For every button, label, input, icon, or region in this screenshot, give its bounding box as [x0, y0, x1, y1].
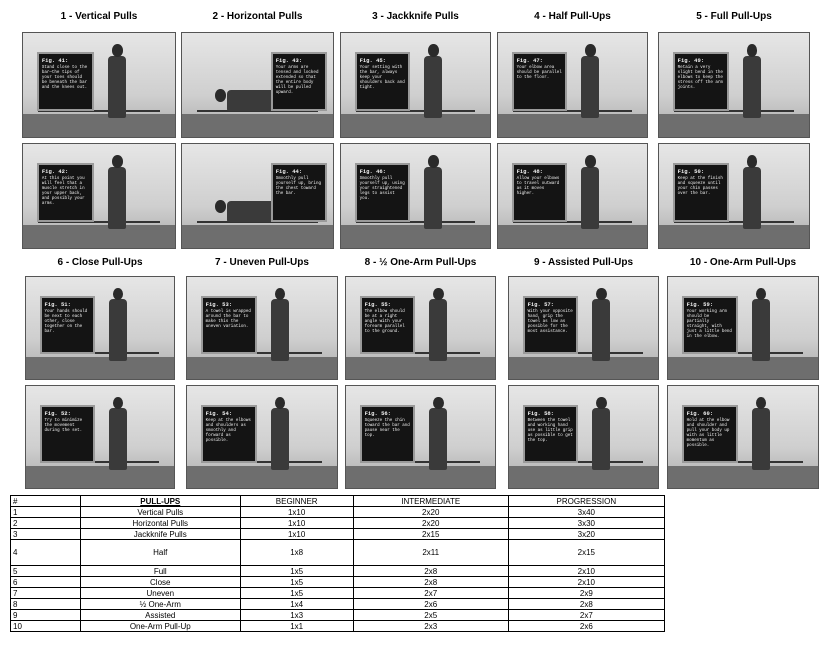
table-body	[11, 507, 665, 632]
progression-sets: 2x10	[508, 566, 664, 577]
row-number: 2	[11, 518, 81, 529]
photo-floor	[498, 225, 647, 248]
table-row	[11, 588, 665, 599]
photo-floor	[659, 114, 809, 137]
row-number: 4	[11, 540, 81, 566]
exercise-photo	[345, 276, 496, 380]
exercise-name: Horizontal Pulls	[81, 518, 241, 529]
exercise-name: Vertical Pulls	[81, 507, 241, 518]
figure-caption-text: Smoothly pull yourself up, using your straightened legs to assist you.	[359, 177, 405, 202]
figure-caption	[355, 52, 411, 111]
athlete-head	[433, 397, 443, 409]
exercise-photo	[22, 32, 176, 138]
beginner-sets: 1x5	[240, 566, 353, 577]
figure-number: Fig. 44:	[275, 168, 303, 176]
figure-number: Fig. 42:	[41, 168, 69, 176]
beginner-sets: 1x4	[240, 599, 353, 610]
figure-caption-text: Allow your elbows to travel outward as it moves higher.	[516, 177, 560, 197]
figure-caption	[523, 405, 579, 463]
figure-caption	[40, 296, 96, 354]
progression-sets: 3x30	[508, 518, 664, 529]
exercise-photo	[658, 143, 810, 249]
intermediate-sets: 2x8	[353, 577, 508, 588]
row-number: 1	[11, 507, 81, 518]
exercise-photo	[508, 276, 659, 380]
photo-floor	[341, 114, 490, 137]
figure-caption	[682, 296, 738, 354]
beginner-sets: 1x10	[240, 518, 353, 529]
figure-caption-text: Your arms are tensed and locked extended so that the entire body will be pulled upward.	[275, 66, 319, 96]
table-row	[11, 507, 665, 518]
step-title: 9 - Assisted Pull-Ups	[533, 257, 634, 268]
row-number: 10	[11, 621, 81, 632]
progression-sets: 2x6	[508, 621, 664, 632]
table-row	[11, 610, 665, 621]
table-row	[11, 577, 665, 588]
figure-caption-text: Between the towel and working hand use as little grip as possible to get the top.	[527, 418, 573, 443]
athlete-figure	[109, 408, 127, 469]
exercise-photo	[497, 143, 648, 249]
figure-number: Fig. 43:	[275, 57, 303, 65]
athlete-figure	[592, 299, 610, 360]
intermediate-sets: 2x11	[353, 540, 508, 566]
athlete-head	[428, 155, 438, 167]
figure-number: Fig. 50:	[677, 168, 705, 176]
figure-caption	[201, 296, 257, 354]
table-header-row	[11, 496, 665, 507]
athlete-head	[747, 155, 758, 167]
exercise-photo	[181, 143, 334, 249]
athlete-figure	[429, 299, 447, 360]
beginner-sets: 1x10	[240, 529, 353, 540]
progression-sets: 2x9	[508, 588, 664, 599]
column-header-pull-ups: PULL-UPS	[81, 496, 241, 507]
photo-floor	[346, 357, 495, 379]
figure-caption	[523, 296, 579, 354]
exercise-photo	[667, 385, 819, 489]
progression-sets: 2x8	[508, 599, 664, 610]
exercise-photo	[181, 32, 334, 138]
exercise-name: Uneven	[81, 588, 241, 599]
athlete-figure	[271, 408, 289, 469]
figure-number: Fig. 59:	[686, 300, 714, 308]
step-title: 4 - Half Pull-Ups	[534, 11, 611, 22]
figure-caption	[40, 405, 96, 463]
figure-number: Fig. 58:	[527, 409, 554, 417]
photo-floor	[187, 357, 337, 379]
beginner-sets: 1x5	[240, 577, 353, 588]
progression-sets: 2x7	[508, 610, 664, 621]
photo-floor	[23, 225, 175, 248]
column-header-intermediate: INTERMEDIATE	[353, 496, 508, 507]
figure-number: Fig. 60:	[686, 409, 714, 417]
figure-caption	[37, 163, 94, 222]
athlete-figure	[109, 299, 127, 360]
exercise-name: Jackknife Pulls	[81, 529, 241, 540]
progression-sets: 3x40	[508, 507, 664, 518]
figure-caption-text: Retain a very slight bend in the elbows to keep the stress off the arm joints.	[677, 66, 723, 91]
figure-caption-text: Smoothly pull yourself up, bring the chest toward the bar.	[275, 177, 321, 197]
figure-number: Fig. 41:	[41, 57, 69, 65]
column-header-progression: PROGRESSION	[508, 496, 664, 507]
table-row	[11, 529, 665, 540]
step-title: 6 - Close Pull-Ups	[57, 257, 143, 268]
figure-caption	[37, 52, 94, 111]
figure-caption-text: The elbow should be at a right angle with your forearm parallel to the ground.	[364, 309, 405, 334]
intermediate-sets: 2x20	[353, 518, 508, 529]
figure-number: Fig. 56:	[364, 409, 391, 417]
intermediate-sets: 2x8	[353, 566, 508, 577]
photo-floor	[341, 225, 490, 248]
table-row	[11, 518, 665, 529]
table-row	[11, 540, 665, 566]
athlete-head	[112, 155, 123, 167]
beginner-sets: 1x10	[240, 507, 353, 518]
photo-floor	[509, 466, 658, 488]
figure-caption-text: Squeeze the chin toward the bar and pause near the top.	[364, 418, 410, 438]
intermediate-sets: 2x15	[353, 529, 508, 540]
exercise-name: Half	[81, 540, 241, 566]
table-row	[11, 599, 665, 610]
figure-caption	[512, 163, 568, 222]
photo-floor	[26, 466, 174, 488]
photo-floor	[346, 466, 495, 488]
column-header-number: #	[11, 496, 81, 507]
athlete-head	[585, 44, 595, 56]
exercise-photo	[667, 276, 819, 380]
photo-floor	[668, 357, 818, 379]
figure-caption	[201, 405, 257, 463]
exercise-photo	[25, 276, 175, 380]
figure-caption	[271, 163, 328, 222]
exercise-name: ½ One-Arm	[81, 599, 241, 610]
figure-caption-text: Your hands should be next to each other, close together on the bar.	[44, 309, 88, 334]
figure-caption	[360, 296, 416, 354]
figure-number: Fig. 49:	[677, 57, 705, 65]
photo-floor	[659, 225, 809, 248]
figure-caption	[682, 405, 738, 463]
athlete-figure	[752, 299, 770, 360]
athlete-head	[585, 155, 595, 167]
column-header-beginner: BEGINNER	[240, 496, 353, 507]
figure-caption	[360, 405, 416, 463]
figure-number: Fig. 55:	[364, 300, 391, 308]
intermediate-sets: 2x20	[353, 507, 508, 518]
photo-floor	[26, 357, 174, 379]
exercise-photo	[345, 385, 496, 489]
routine-table	[10, 495, 665, 632]
figure-caption-text: Keep at the elbows and shoulders as smoothly and forward as possible.	[205, 418, 251, 443]
athlete-figure	[752, 408, 770, 469]
progression-sets: 2x15	[508, 540, 664, 566]
athlete-figure	[429, 408, 447, 469]
figure-number: Fig. 53:	[205, 300, 233, 308]
row-number: 8	[11, 599, 81, 610]
figure-caption-text: A towel is wrapped around the bar to make this the uneven variation.	[205, 309, 251, 329]
beginner-sets: 1x8	[240, 540, 353, 566]
figure-caption-text: Your setting with the bar, always keep your shoulders back and tight.	[359, 66, 405, 91]
beginner-sets: 1x1	[240, 621, 353, 632]
figure-caption	[355, 163, 411, 222]
photo-floor	[182, 114, 333, 137]
figure-caption-text: Stand close to the bar—the tips of your toes should be beneath the bar and the knees out.	[41, 66, 88, 91]
row-number: 3	[11, 529, 81, 540]
table-row	[11, 621, 665, 632]
athlete-head	[596, 288, 606, 300]
athlete-figure	[743, 167, 761, 229]
figure-number: Fig. 45:	[359, 57, 386, 65]
intermediate-sets: 2x6	[353, 599, 508, 610]
photo-floor	[182, 225, 333, 248]
athlete-figure	[108, 167, 126, 229]
athlete-head	[215, 200, 226, 212]
photo-floor	[498, 114, 647, 137]
step-title: 2 - Horizontal Pulls	[212, 11, 303, 22]
row-number: 7	[11, 588, 81, 599]
row-number: 5	[11, 566, 81, 577]
intermediate-sets: 2x3	[353, 621, 508, 632]
figure-number: Fig. 47:	[516, 57, 543, 65]
step-title: 8 - ½ One-Arm Pull-Ups	[364, 257, 477, 268]
intermediate-sets: 2x7	[353, 588, 508, 599]
exercise-photo	[25, 385, 175, 489]
figure-caption-text: Your elbow area should be parallel to the floor.	[516, 66, 562, 81]
figure-number: Fig. 46:	[359, 168, 386, 176]
figure-caption-text: At this point you will feel that a muscle stretch in your upper back, and possibly your arms.	[41, 177, 85, 207]
figure-caption-text: With your opposite hand, grip the towel as low as possible for the most assistance.	[527, 309, 573, 334]
step-title: 5 - Full Pull-Ups	[696, 11, 772, 22]
figure-caption-text: Your working arm should be partially straight, with just a little bend in the elbow.	[686, 309, 732, 339]
exercise-photo	[508, 385, 659, 489]
figure-caption	[271, 52, 328, 111]
athlete-head	[596, 397, 606, 409]
figure-number: Fig. 52:	[44, 409, 71, 417]
exercise-photo	[497, 32, 648, 138]
athlete-figure	[424, 167, 442, 229]
exercise-name: Close	[81, 577, 241, 588]
figure-caption-text: Try to minimize the movement during the set.	[44, 418, 83, 433]
exercise-name: Full	[81, 566, 241, 577]
athlete-figure	[271, 299, 289, 360]
figure-caption	[673, 52, 729, 111]
intermediate-sets: 2x5	[353, 610, 508, 621]
athlete-figure	[581, 167, 599, 229]
figure-caption	[512, 52, 568, 111]
step-title: 1 - Vertical Pulls	[60, 11, 138, 22]
exercise-photo	[658, 32, 810, 138]
progression-sets: 3x20	[508, 529, 664, 540]
figure-number: Fig. 54:	[205, 409, 233, 417]
exercise-photo	[186, 385, 338, 489]
row-number: 9	[11, 610, 81, 621]
step-title: 3 - Jackknife Pulls	[372, 11, 459, 22]
figure-caption-text: Keep at the finish and squeeze until your chin passes over the bar.	[677, 177, 723, 197]
exercise-name: Assisted	[81, 610, 241, 621]
row-number: 6	[11, 577, 81, 588]
figure-caption-text: Hold at the elbow and shoulder and pull your body up with as little momentum as possible.	[686, 418, 730, 448]
progression-sets: 2x10	[508, 577, 664, 588]
photo-floor	[187, 466, 337, 488]
exercise-photo	[22, 143, 176, 249]
athlete-figure	[581, 56, 599, 118]
figure-number: Fig. 48:	[516, 168, 543, 176]
exercise-photo	[340, 143, 491, 249]
athlete-figure	[743, 56, 761, 118]
exercise-name: One-Arm Pull-Up	[81, 621, 241, 632]
athlete-figure	[108, 56, 126, 118]
athlete-head	[747, 44, 758, 56]
step-title: 10 - One-Arm Pull-Ups	[689, 257, 797, 268]
figure-number: Fig. 51:	[44, 300, 71, 308]
athlete-head	[428, 44, 438, 56]
table-row	[11, 566, 665, 577]
photo-floor	[23, 114, 175, 137]
athlete-figure	[424, 56, 442, 118]
beginner-sets: 1x3	[240, 610, 353, 621]
beginner-sets: 1x5	[240, 588, 353, 599]
exercise-photo	[186, 276, 338, 380]
athlete-head	[215, 89, 226, 101]
exercise-photo	[340, 32, 491, 138]
athlete-head	[112, 44, 123, 56]
athlete-head	[433, 288, 443, 300]
figure-caption	[673, 163, 729, 222]
photo-floor	[668, 466, 818, 488]
figure-number: Fig. 57:	[527, 300, 554, 308]
athlete-figure	[592, 408, 610, 469]
photo-floor	[509, 357, 658, 379]
step-title: 7 - Uneven Pull-Ups	[215, 257, 309, 268]
